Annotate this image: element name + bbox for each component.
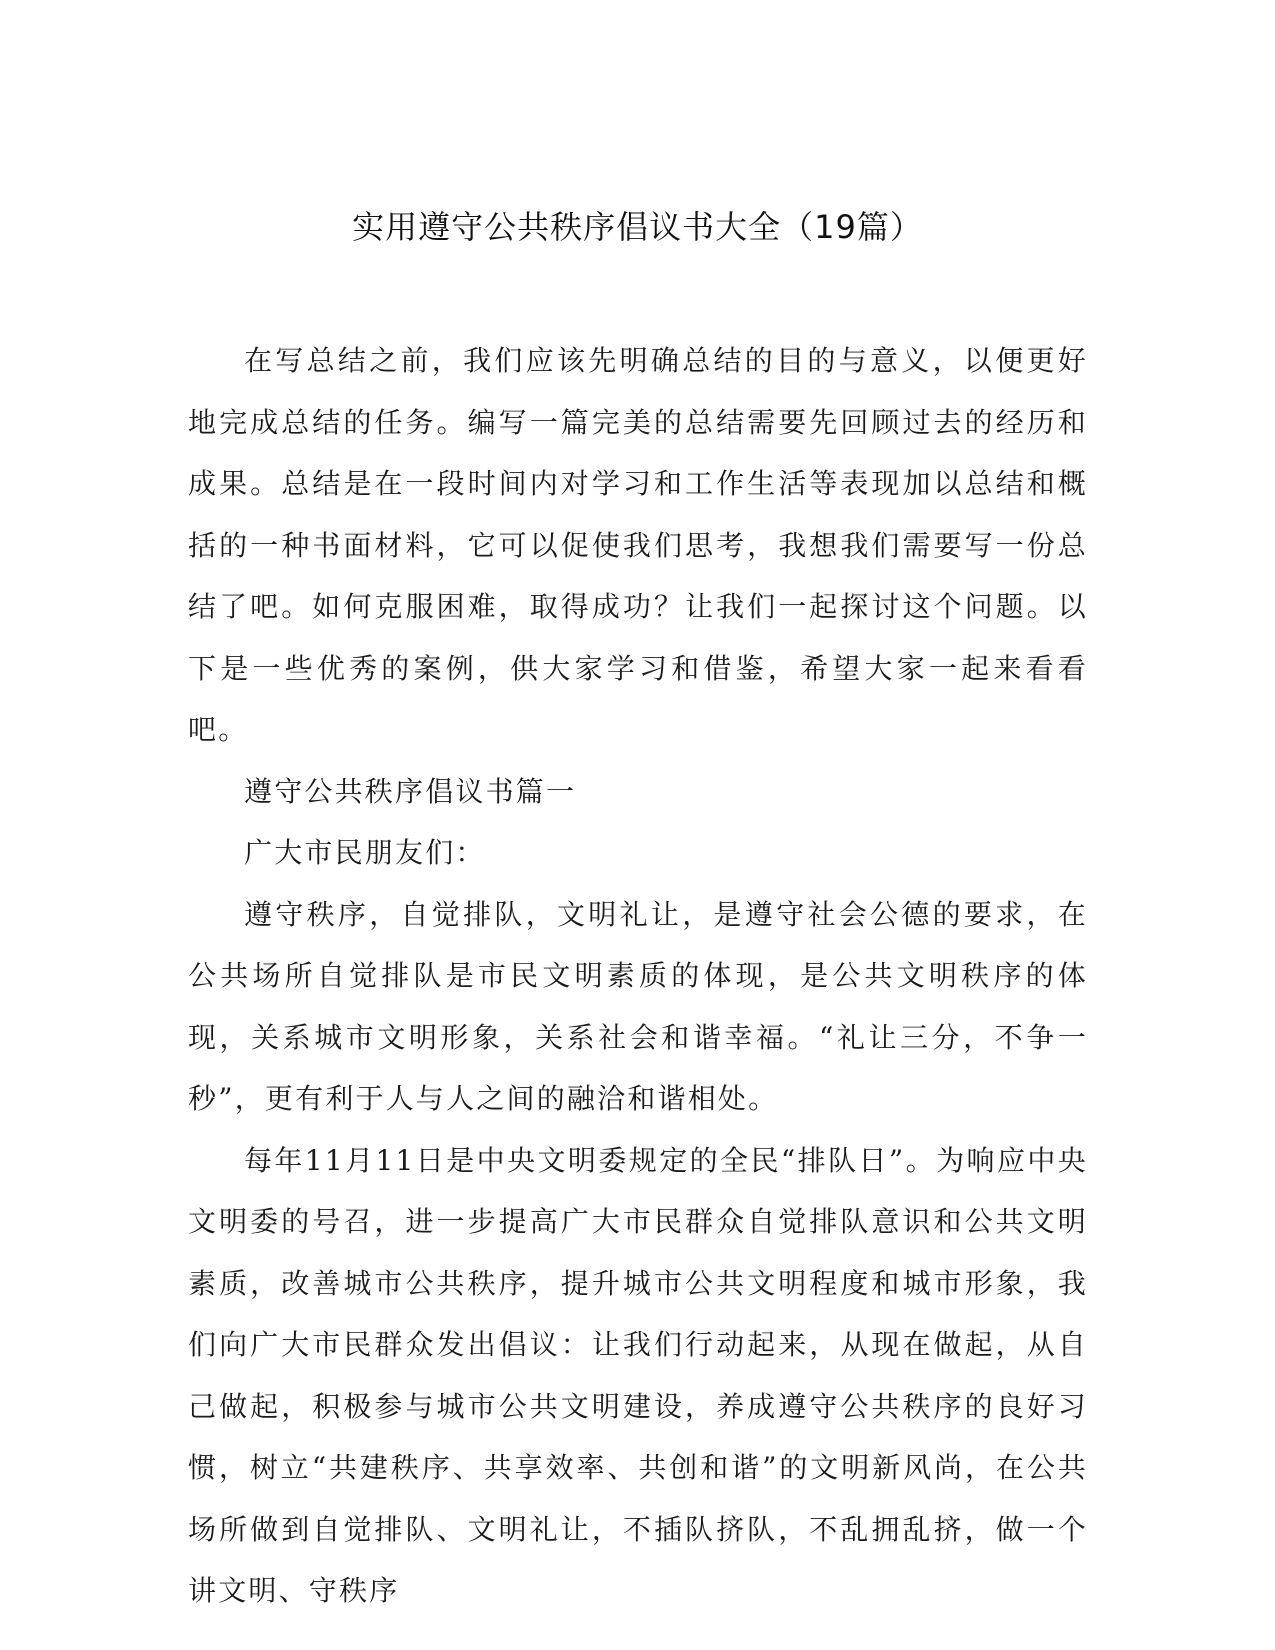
document-title: 实用遵守公共秩序倡议书大全（19篇）: [352, 208, 923, 246]
body-paragraph: 遵守秩序，自觉排队，文明礼让，是遵守社会公德的要求，在公共场所自觉排队是市民文明素质的体现，是公共文明秩序的体现，关系城市文明形象，关系社会和谐幸福。“礼让三分，不争一秒”，更有利于人与人之间的融洽和谐相处。: [188, 897, 1088, 1115]
salutation: 广大市民朋友们：: [244, 836, 486, 869]
body-paragraph: 每年11月11日是中央文明委规定的全民“排队日”。为响应中央文明委的号召，进一步提高广大市民群众自觉排队意识和公共文明素质，改善城市公共秩序，提升城市公共文明程度和城市形象，我们向广大市民群众发出倡议：让我们行动起来，从现在做起，从自己做起，积极参与城市公共文明建设，养成遵守公共秩序的良好习惯，树立“共建秩序、共享效率、共创和谐”的文明新风尚，在公共场所做到自觉排队、文明礼让，不插队挤队，不乱拥乱挤，做一个讲文明、守秩序: [188, 1143, 1088, 1607]
section-heading: 遵守公共秩序倡议书篇一: [244, 774, 577, 808]
document-body: [188, 330, 1088, 1622]
intro-paragraph: 在写总结之前，我们应该先明确总结的目的与意义，以便更好地完成总结的任务。编写一篇完美的总结需要先回顾过去的经历和成果。总结是在一段时间内对学习和工作生活等表现加以总结和概括的一种书面材料，它可以促使我们思考，我想我们需要写一份总结了吧。如何克服困难，取得成功？让我们一起探讨这个问题。以下是一些优秀的案例，供大家学习和借鉴，希望大家一起来看看吧。: [188, 344, 1088, 746]
